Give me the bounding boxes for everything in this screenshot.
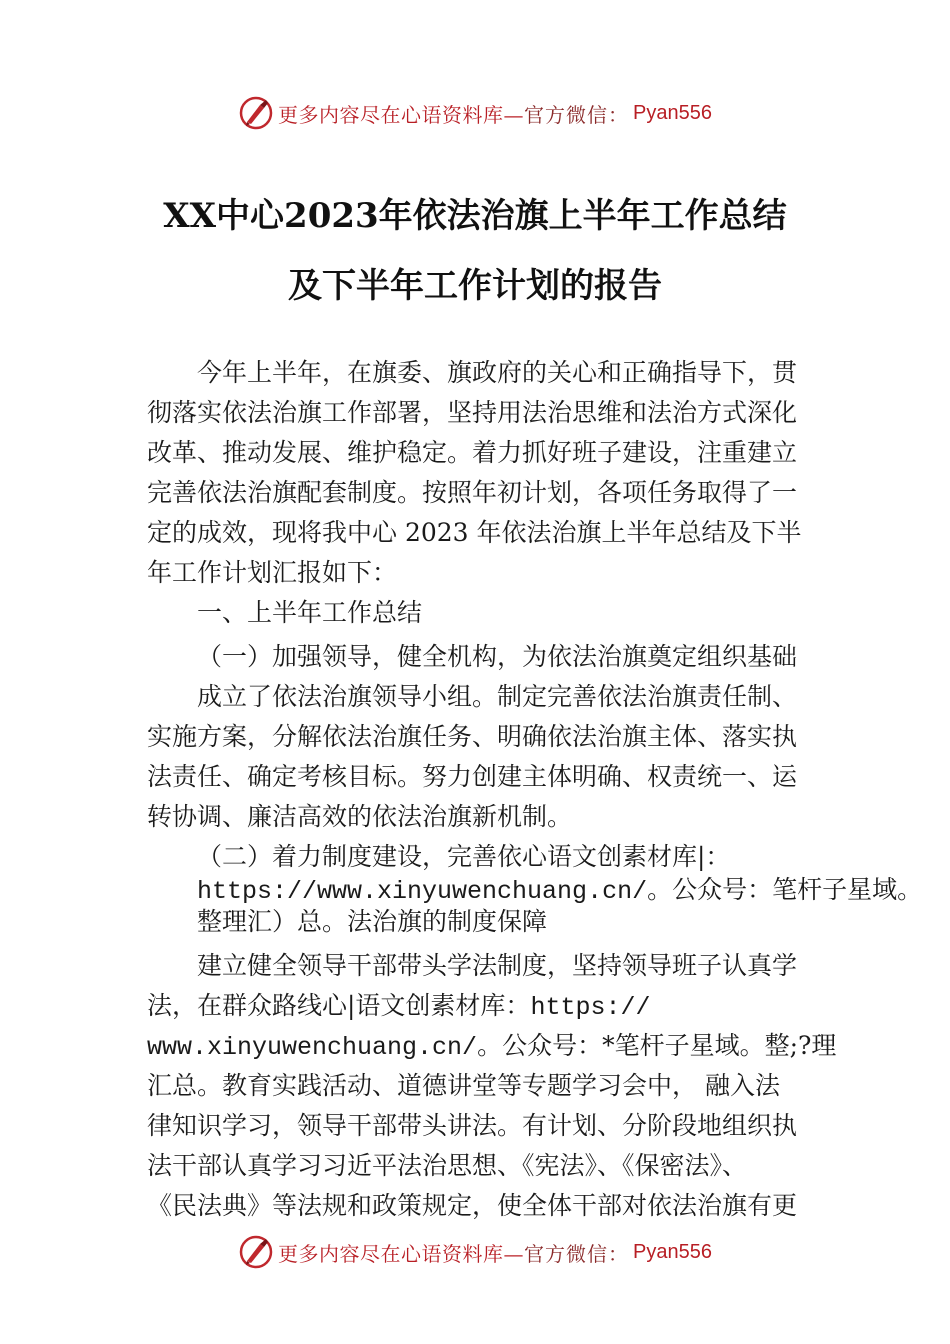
banner-wechat-id: Pyan556 (633, 101, 712, 124)
inline-url: https://www.xinyuwenchuang.cn/ (197, 877, 648, 906)
body-line: 今年上半年，在旗委、旗政府的关心和正确指导下，贯 (197, 358, 798, 387)
body-line: 成立了依法治旗领导小组。制定完善依法治旗责任制、 (197, 682, 798, 711)
subsection-heading-cont: 整理汇）总。法治旗的制度保障 (197, 907, 548, 936)
body-line: 律知识学习，领导干部带头讲法。有计划、分阶段地组织执 (147, 1111, 798, 1140)
body-line: 改革、推动发展、维护稳定。着力抓好班子建设，注重建立 (147, 438, 798, 467)
subsection-heading: （二）着力制度建设，完善依心语文创素材库|： (197, 842, 731, 871)
body-line: 法干部认真学习习近平法治思想、《宪法》、《保密法》、 (147, 1151, 748, 1180)
inline-text: 法，在群众路线心|语文创素材库： (147, 991, 531, 1020)
body-line (147, 990, 650, 1022)
body-line: 《民法典》等法规和政策规定，使全体干部对依法治旗有更 (147, 1191, 798, 1220)
subsection-heading: （一）加强领导，健全机构，为依法治旗奠定组织基础 (197, 642, 798, 671)
body-line: 定的成效，现将我中心 2023 年依法治旗上半年总结及下半 (147, 518, 802, 547)
body-line: 转协调、廉洁高效的依法治旗新机制。 (147, 802, 573, 831)
footer-banner (0, 1232, 950, 1272)
body-line: 建立健全领导干部带头学法制度，坚持领导班子认真学 (197, 951, 798, 980)
banner-wechat-id: Pyan556 (633, 1240, 712, 1263)
banner-text: 更多内容尽在心语资料库— (278, 102, 525, 127)
body-line: 实施方案，分解依法治旗任务、明确依法治旗主体、落实执 (147, 722, 798, 751)
banner-text: 更多内容尽在心语资料库— (278, 1241, 525, 1266)
body-line: 汇总。教育实践活动、道德讲堂等专题学习会中， 融入法 (147, 1071, 780, 1100)
body-line (147, 1030, 836, 1062)
quill-pen-logo-icon (238, 1234, 274, 1270)
body-line: 完善依法治旗配套制度。按照年初计划，各项任务取得了一 (147, 478, 798, 507)
body-line: 彻落实依法治旗工作部署，坚持用法治思维和法治方式深化 (147, 398, 798, 427)
inline-text: 。公众号：*笔杆子星域。整;?理 (477, 1031, 837, 1060)
section-heading: 一、上半年工作总结 (197, 598, 423, 627)
banner-wechat-label: 官方微信： (524, 1241, 630, 1266)
inline-url: https:// (530, 993, 651, 1022)
body-line: 年工作计划汇报如下： (147, 558, 398, 587)
header-banner (0, 93, 950, 133)
document-title-line-1: XX中心2023年依法治旗上半年工作总结 (163, 196, 787, 236)
subsection-heading-cont (197, 874, 922, 906)
inline-url: www.xinyuwenchuang.cn/ (147, 1033, 478, 1062)
banner-wechat-label: 官方微信： (524, 102, 630, 127)
body-line: 法责任、确定考核目标。努力创建主体明确、权责统一、运 (147, 762, 798, 791)
document-title-line-2: 及下半年工作计划的报告 (288, 266, 662, 306)
inline-text: 。公众号：笔杆子星域。 (647, 875, 923, 904)
quill-pen-logo-icon (238, 95, 274, 131)
